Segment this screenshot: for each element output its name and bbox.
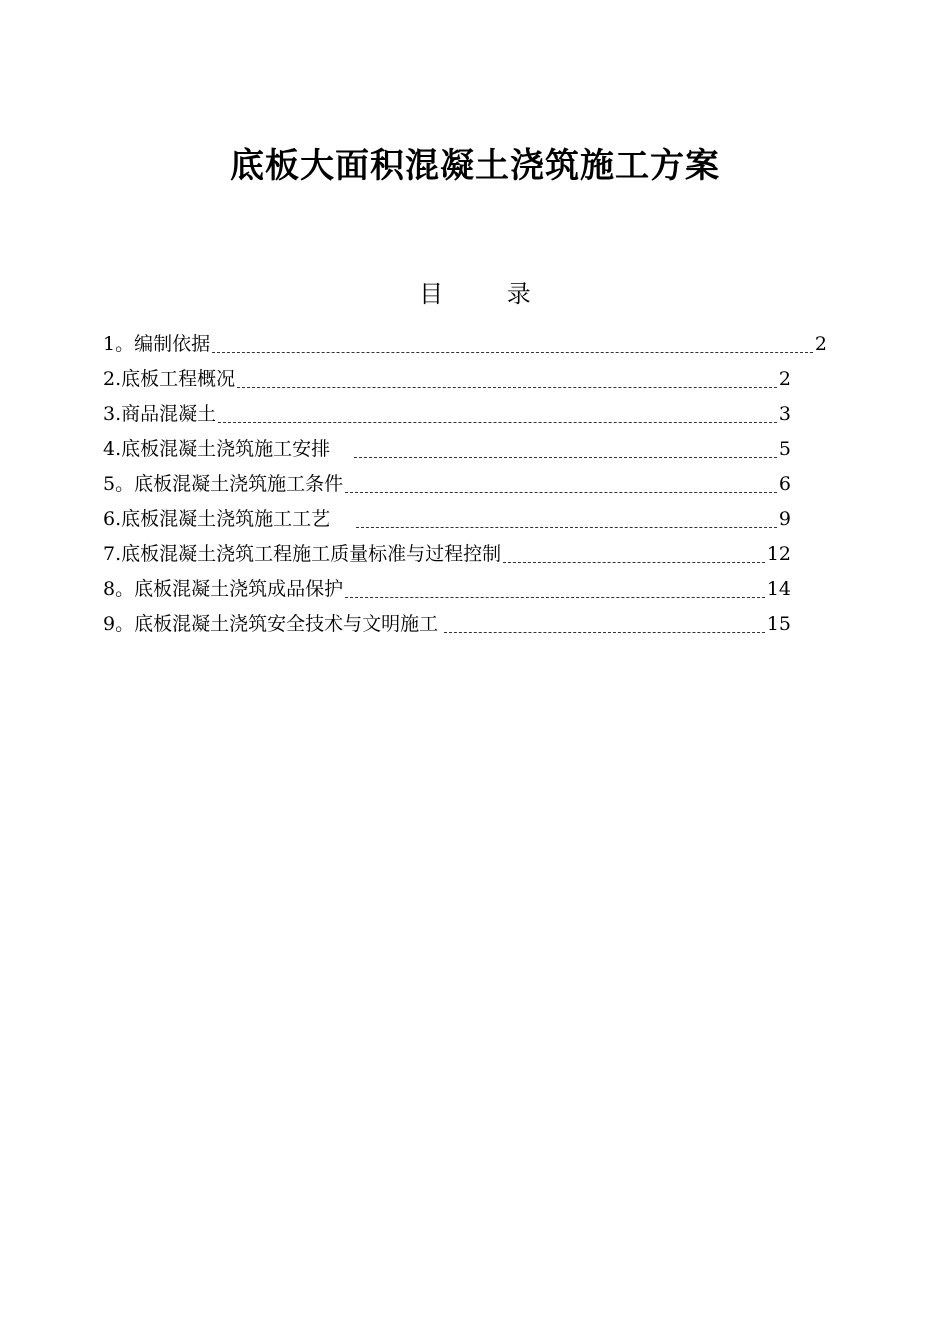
toc-entry-2[interactable] [103,357,791,391]
toc-entry-label: 6.底板混凝土浇筑施工工艺 [103,508,331,530]
toc-entry-page: 6 [778,473,791,495]
toc-entry-page: 2 [814,333,827,355]
toc-heading: 目 录 [419,280,559,308]
toc-entry-label: 1。编制依据 [103,333,211,355]
toc-entry-label: 7.底板混凝土浇筑工程施工质量标准与过程控制 [103,543,502,565]
toc-entry-page: 15 [766,613,791,635]
toc-leader-dots [503,558,765,563]
toc-entry-page: 14 [766,578,791,600]
toc-leader-dots [354,453,777,458]
toc-entry-5[interactable] [103,462,791,496]
toc-leader-dots [345,593,765,598]
toc-leader-dots [237,383,777,388]
toc-entry-page: 5 [778,438,791,460]
toc-entry-6[interactable] [103,497,791,531]
toc-leader-dots [444,628,765,633]
toc-leader-dots [356,523,777,528]
toc-entry-label: 8。底板混凝土浇筑成品保护 [103,578,344,600]
toc-entry-page: 3 [778,403,791,425]
toc-entry-label: 4.底板混凝土浇筑施工安排 [103,438,331,460]
toc-entry-1[interactable] [103,322,827,356]
toc-entry-8[interactable] [103,567,791,601]
toc-entry-page: 12 [766,543,791,565]
toc-entry-label: 5。底板混凝土浇筑施工条件 [103,473,344,495]
toc-entry-3[interactable] [103,392,791,426]
document-title: 底板大面积混凝土浇筑施工方案 [230,146,720,186]
toc-entry-label: 3.商品混凝土 [103,403,217,425]
toc-leader-dots [212,348,813,353]
toc-entry-4[interactable] [103,427,791,461]
toc-entry-label: 2.底板工程概况 [103,368,236,390]
toc-entry-9[interactable] [103,602,791,636]
toc-entry-7[interactable] [103,532,791,566]
toc-entry-label: 9。底板混凝土浇筑安全技术与文明施工 [103,613,439,635]
toc-entry-page: 2 [778,368,791,390]
toc-leader-dots [218,418,777,423]
toc-leader-dots [345,488,777,493]
toc-entry-page: 9 [778,508,791,530]
